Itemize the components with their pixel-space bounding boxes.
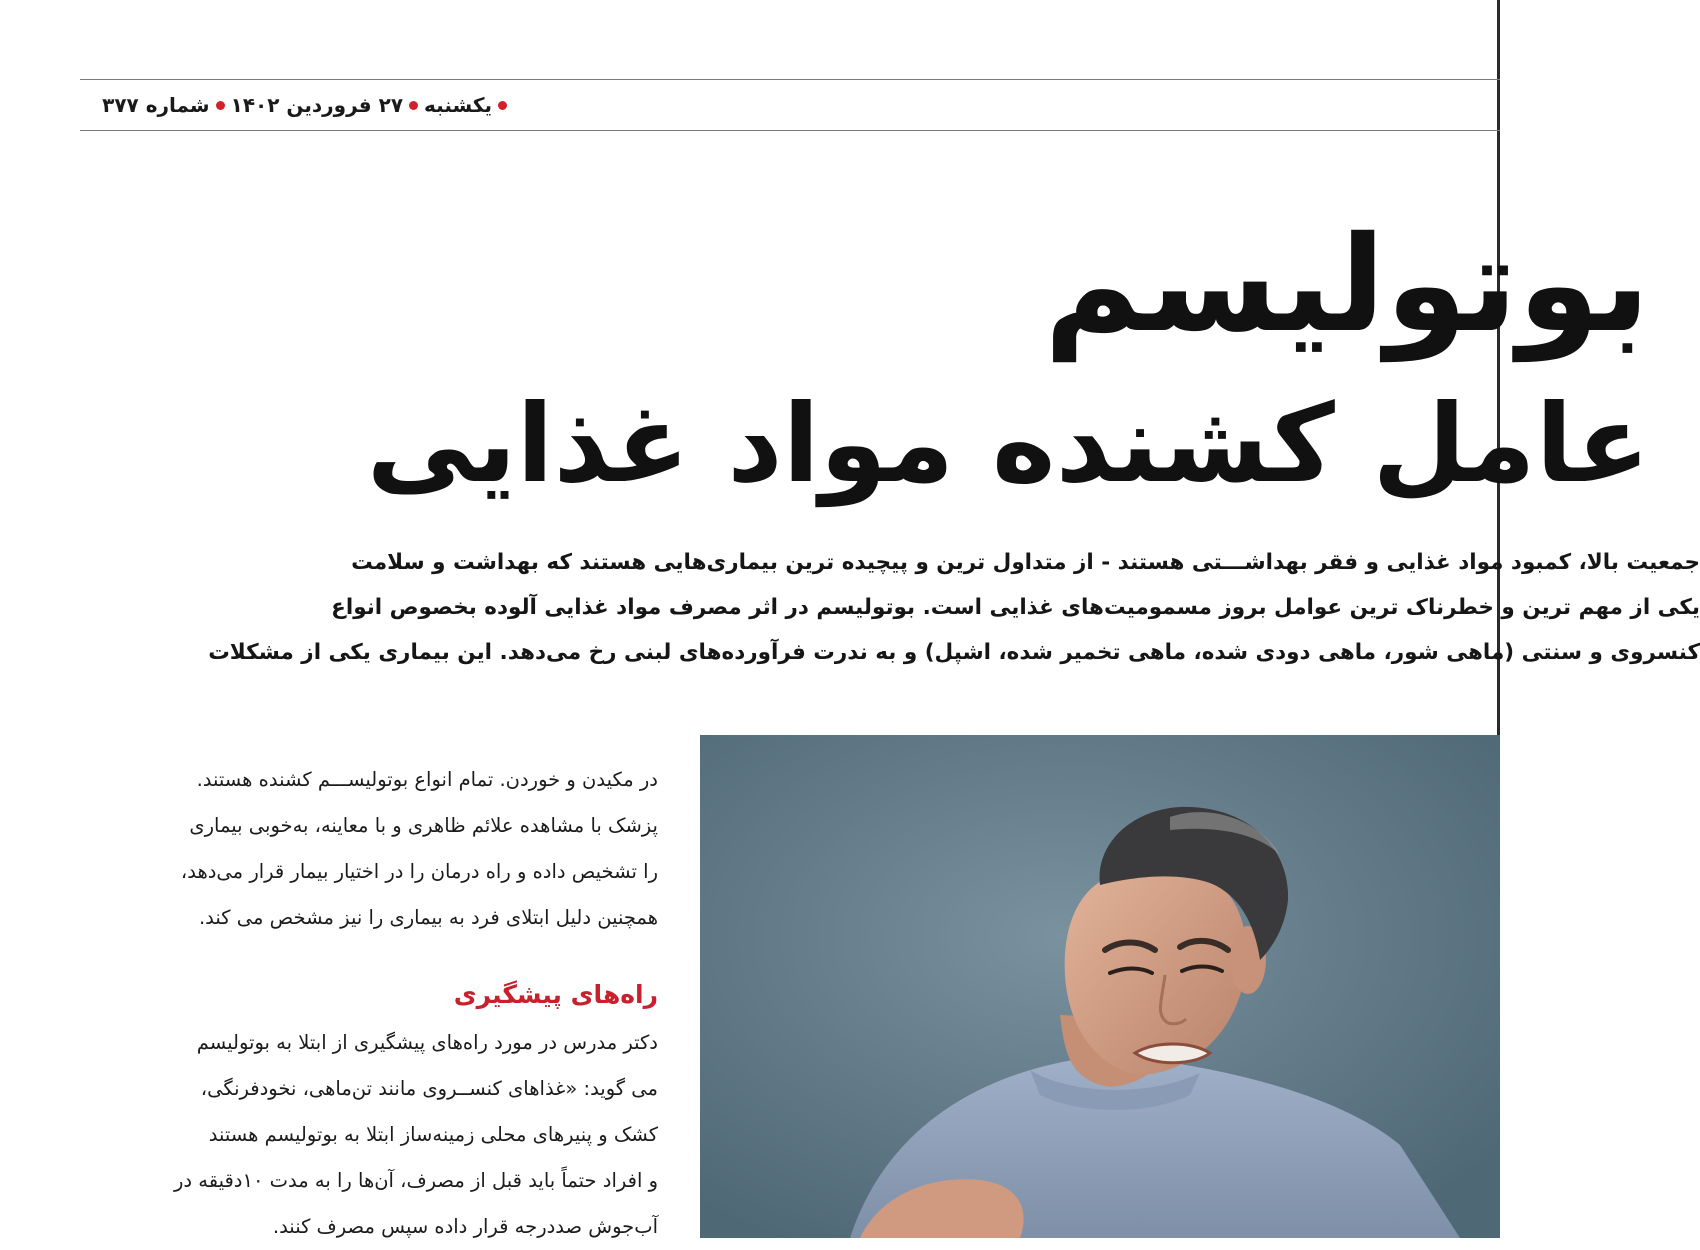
body-paragraph-1: [80, 757, 658, 941]
issue-info-bar: [87, 86, 507, 124]
header-rule-bottom: [80, 130, 1500, 131]
lead-paragraph: [80, 540, 1700, 680]
issue-weekday: یکشنبه: [424, 93, 492, 117]
body-line: کشک و پنیرهای محلی زمینه‌ساز ابتلا به بوتولیسم هستند: [208, 1123, 658, 1146]
body-line: پزشک با مشاهده علائم ظاهری و با معاینه، به‌خوبی بیماری: [189, 814, 658, 837]
lead-line: جمعیت بالا، کمبود مواد غذایی و فقر بهداشـــتی هستند - از متداول ترین و پیچیده ترین بیماری‌هایی هستند که بهداشت و سلامت: [351, 550, 1700, 575]
headline-line-2: عامل کشنده مواد غذایی: [366, 382, 1650, 507]
issue-number: شماره ۳۷۷: [102, 93, 210, 117]
section-subheading: راه‌های پیشگیری: [453, 980, 658, 1009]
man-in-pain-photo: [700, 735, 1500, 1238]
mouth-shape: [1135, 1044, 1210, 1063]
bullet-dot-icon: [216, 101, 225, 110]
body-line: همچنین دلیل ابتلای فرد به بیماری را نیز مشخص می کند.: [198, 906, 658, 929]
lead-line: کنسروی و سنتی (ماهی شور، ماهی دودی شده، ماهی تخمیر شده، اشپل) و به ندرت فرآورده‌های لبنی رخ می‌دهد. این بیماری یکی از مشکلات: [208, 640, 1700, 665]
body-line: می گوید: «غذاهای کنســروی مانند تن‌ماهی، نخودفرنگی،: [200, 1077, 658, 1100]
body-line: و افراد حتماً باید قبل از مصرف، آن‌ها را به مدت ۱۰دقیقه در: [173, 1169, 658, 1192]
body-paragraph-2: [80, 1020, 658, 1250]
bullet-dot-icon: [498, 101, 507, 110]
body-line: دکتر مدرس در مورد راه‌های پیشگیری از ابتلا به بوتولیسم: [196, 1031, 658, 1054]
bullet-dot-icon: [409, 101, 418, 110]
body-line: در مکیدن و خوردن. تمام انواع بوتولیســـم کشنده هستند.: [196, 768, 658, 791]
body-line: را تشخیص داده و راه درمان را در اختیار بیمار قرار می‌دهد،: [180, 860, 658, 883]
headline-line-1: بوتولیسم: [1044, 208, 1650, 362]
lead-line: یکی از مهم ترین و خطرناک ترین عوامل بروز مسمومیت‌های غذایی است. بوتولیسم در اثر مصرف مواد غذایی آلوده بخصوص انواع: [331, 595, 1700, 620]
photo-illustration: [700, 735, 1500, 1238]
issue-date: ۲۷ فروردین ۱۴۰۲: [230, 93, 404, 117]
header-rule-top: [80, 79, 1500, 80]
body-line: آب‌جوش صددرجه قرار داده سپس مصرف کنند.: [272, 1215, 658, 1238]
